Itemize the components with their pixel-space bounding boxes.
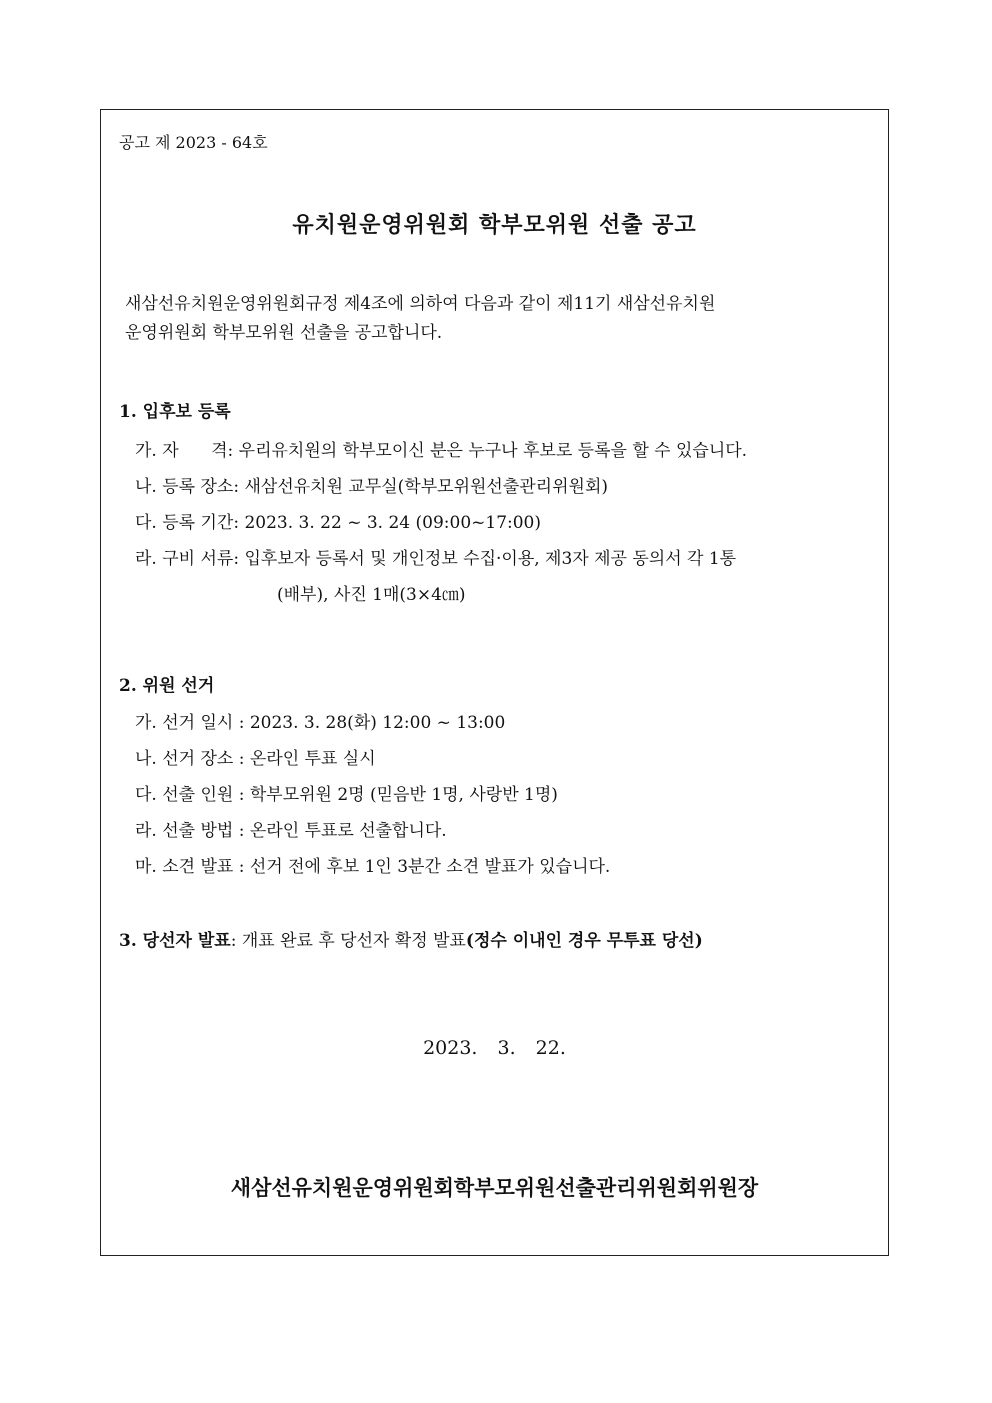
- section-1-item-qualification: [135, 440, 747, 462]
- section-3-note: (정수 이내인 경우 무투표 당선): [465, 931, 703, 951]
- section-1-item-period: [135, 512, 541, 534]
- item-text: 입후보자 등록서 및 개인정보 수집·이용, 제3자 제공 동의서 각 1통: [244, 549, 737, 569]
- section-2-heading: 2. 위원 선거: [119, 676, 215, 696]
- section-1-item-documents-continued: (배부), 사진 1매(3×4㎝): [277, 585, 466, 605]
- item-text: 2023. 3. 22 ~ 3. 24 (09:00~17:00): [244, 513, 541, 533]
- notice-number: 공고 제 2023 - 64호: [119, 133, 268, 152]
- section-1-heading: 1. 입후보 등록: [119, 402, 231, 422]
- intro-line-1: 새삼선유치원운영위원회규정 제4조에 의하여 다음과 같이 제11기 새삼선유치원: [125, 294, 716, 314]
- item-text: 우리유치원의 학부모이신 분은 누구나 후보로 등록을 할 수 있습니다.: [238, 441, 748, 461]
- section-2-item-date: 가. 선거 일시 : 2023. 3. 28(화) 12:00 ~ 13:00: [135, 713, 506, 733]
- item-label: 다. 등록 기간:: [135, 513, 240, 533]
- section-1-item-place: [135, 476, 608, 498]
- item-text: 새삼선유치원 교무실(학부모위원선출관리위원회): [244, 477, 608, 497]
- signer: 새삼선유치원운영위원회학부모위원선출관리위원회위원장: [230, 1175, 759, 1200]
- section-2-item-speech: 마. 소견 발표 : 선거 전에 후보 1인 3분간 소견 발표가 있습니다.: [135, 857, 611, 877]
- section-3-line: [119, 930, 703, 952]
- section-3-heading: 3. 당선자 발표: [119, 931, 231, 951]
- section-3-text: : 개표 완료 후 당선자 확정 발표: [230, 931, 466, 951]
- section-1-item-documents: [135, 548, 736, 570]
- item-label: 나. 등록 장소:: [135, 477, 240, 497]
- page-title: 유치원운영위원회 학부모위원 선출 공고: [292, 212, 697, 238]
- notice-frame: [100, 109, 889, 1256]
- notice-date: 2023. 3. 22.: [423, 1037, 566, 1059]
- intro-line-2: 운영위원회 학부모위원 선출을 공고합니다.: [125, 323, 443, 343]
- section-2-item-method: 라. 선출 방법 : 온라인 투표로 선출합니다.: [135, 821, 447, 841]
- section-2-item-place: 나. 선거 장소 : 온라인 투표 실시: [135, 749, 376, 769]
- item-label: 라. 구비 서류:: [135, 549, 240, 569]
- item-label: 가. 자 격:: [135, 441, 234, 461]
- section-2-item-count: 다. 선출 인원 : 학부모위원 2명 (믿음반 1명, 사랑반 1명): [135, 785, 558, 805]
